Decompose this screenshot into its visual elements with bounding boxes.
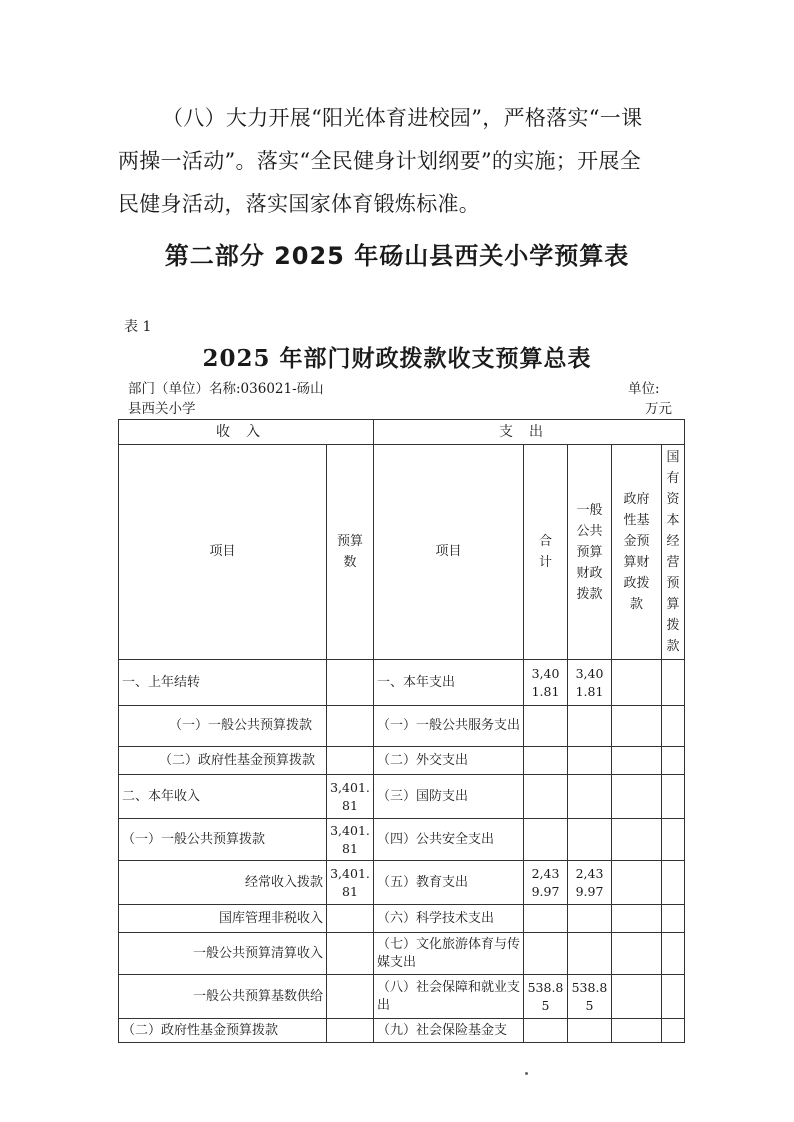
total-value: [524, 747, 568, 775]
unit-line-2: 万元: [645, 401, 672, 417]
total-header: 合计: [524, 445, 568, 660]
income-item: 一般公共预算清算收入: [119, 933, 327, 975]
state-capital-header: 国有资本经营预算拨款: [662, 445, 685, 660]
gov-fund-value: [612, 975, 662, 1019]
gov-fund-value: [612, 933, 662, 975]
expense-item: （五）教育支出: [374, 861, 524, 905]
general-public-value: [568, 905, 612, 933]
table-row: [119, 975, 685, 1019]
income-item: （一）一般公共预算拨款: [119, 819, 327, 861]
general-public-value: [568, 747, 612, 775]
total-value: [524, 933, 568, 975]
table-row: [119, 933, 685, 975]
expense-item: （二）外交支出: [374, 747, 524, 775]
income-item: 一、上年结转: [119, 660, 327, 706]
expense-item: （四）公共安全支出: [374, 819, 524, 861]
income-value: [327, 975, 374, 1019]
intro-line-3: 民健身活动，落实国家体育锻炼标准。: [118, 192, 481, 216]
income-value: [327, 933, 374, 975]
total-value: [524, 775, 568, 819]
state-capital-value: [662, 905, 685, 933]
income-value: 3,401.81: [327, 861, 374, 905]
expense-item: 一、本年支出: [374, 660, 524, 706]
expense-item: （九）社会保险基金支: [374, 1019, 524, 1043]
total-value: [524, 819, 568, 861]
state-capital-value: [662, 819, 685, 861]
general-public-value: 2,439.97: [568, 861, 612, 905]
income-item: 国库管理非税收入: [119, 905, 327, 933]
expense-item: （八）社会保障和就业支出: [374, 975, 524, 1019]
general-public-value: [568, 706, 612, 747]
expense-item: （三）国防支出: [374, 775, 524, 819]
income-item: 二、本年收入: [119, 775, 327, 819]
income-item: （二）政府性基金预算拨款: [119, 747, 327, 775]
income-value: [327, 905, 374, 933]
income-value: [327, 1019, 374, 1043]
table-row: [119, 660, 685, 706]
state-capital-value: [662, 1019, 685, 1043]
total-value: [524, 905, 568, 933]
gov-fund-value: [612, 706, 662, 747]
income-item-header: 项目: [119, 445, 327, 660]
unit-line-1: 单位:: [628, 381, 660, 397]
gov-fund-header: 政府性基金预算财政拨款: [612, 445, 662, 660]
table-row: [119, 706, 685, 747]
general-public-value: [568, 1019, 612, 1043]
income-item: 经常收入拨款: [119, 861, 327, 905]
expense-item: （六）科学技术支出: [374, 905, 524, 933]
total-value: 538.85: [524, 975, 568, 1019]
gov-fund-value: [612, 775, 662, 819]
income-item: （一）一般公共预算拨款: [119, 706, 327, 747]
general-public-header: 一般公共预算财政拨款: [568, 445, 612, 660]
header-group-row: [119, 420, 685, 445]
table-row: [119, 747, 685, 775]
department-line-2: 县西关小学: [128, 401, 196, 417]
state-capital-value: [662, 706, 685, 747]
income-value: [327, 660, 374, 706]
department-name: [128, 379, 338, 419]
budget-table: [118, 419, 685, 1043]
state-capital-value: [662, 975, 685, 1019]
state-capital-value: [662, 861, 685, 905]
expense-item: （七）文化旅游体育与传媒支出: [374, 933, 524, 975]
department-line-1: 部门（单位）名称:036021-砀山: [128, 381, 324, 397]
state-capital-value: [662, 660, 685, 706]
unit-label: [628, 379, 672, 419]
income-item: 一般公共预算基数供给: [119, 975, 327, 1019]
intro-line-1: （八）大力开展“阳光体育进校园”，严格落实“一课: [162, 106, 643, 130]
table-row: [119, 819, 685, 861]
total-value: [524, 1019, 568, 1043]
state-capital-value: [662, 775, 685, 819]
gov-fund-value: [612, 747, 662, 775]
income-value: 3,401.81: [327, 819, 374, 861]
gov-fund-value: [612, 819, 662, 861]
header-row: [119, 445, 685, 660]
income-value: [327, 706, 374, 747]
general-public-value: [568, 933, 612, 975]
table-row: [119, 905, 685, 933]
budget-num-header: 预算数: [327, 445, 374, 660]
intro-line-2: 两操一活动”。落实“全民健身计划纲要”的实施；开展全: [118, 149, 642, 173]
expense-item-header: 项目: [374, 445, 524, 660]
section-title: 第二部分 2025 年砀山县西关小学预算表: [164, 242, 630, 270]
state-capital-value: [662, 747, 685, 775]
gov-fund-value: [612, 1019, 662, 1043]
table-row: [119, 861, 685, 905]
general-public-value: [568, 819, 612, 861]
gov-fund-value: [612, 905, 662, 933]
expense-item: （一）一般公共服务支出: [374, 706, 524, 747]
total-value: 3,401.81: [524, 660, 568, 706]
table-row: [119, 775, 685, 819]
general-public-value: 538.85: [568, 975, 612, 1019]
expense-header: 支出: [374, 420, 685, 445]
gov-fund-value: [612, 861, 662, 905]
income-header: 收入: [119, 420, 374, 445]
table-title: 2025 年部门财政拨款收支预算总表: [202, 345, 592, 372]
general-public-value: [568, 775, 612, 819]
total-value: [524, 706, 568, 747]
general-public-value: 3,401.81: [568, 660, 612, 706]
intro-paragraph: [118, 97, 718, 226]
income-value: 3,401.81: [327, 775, 374, 819]
gov-fund-value: [612, 660, 662, 706]
table-row: [119, 1019, 685, 1043]
table-label: 表 1: [124, 319, 152, 335]
state-capital-value: [662, 933, 685, 975]
total-value: 2,439.97: [524, 861, 568, 905]
income-item: （二）政府性基金预算拨款: [119, 1019, 327, 1043]
income-value: [327, 747, 374, 775]
scan-dot: [525, 1072, 528, 1075]
